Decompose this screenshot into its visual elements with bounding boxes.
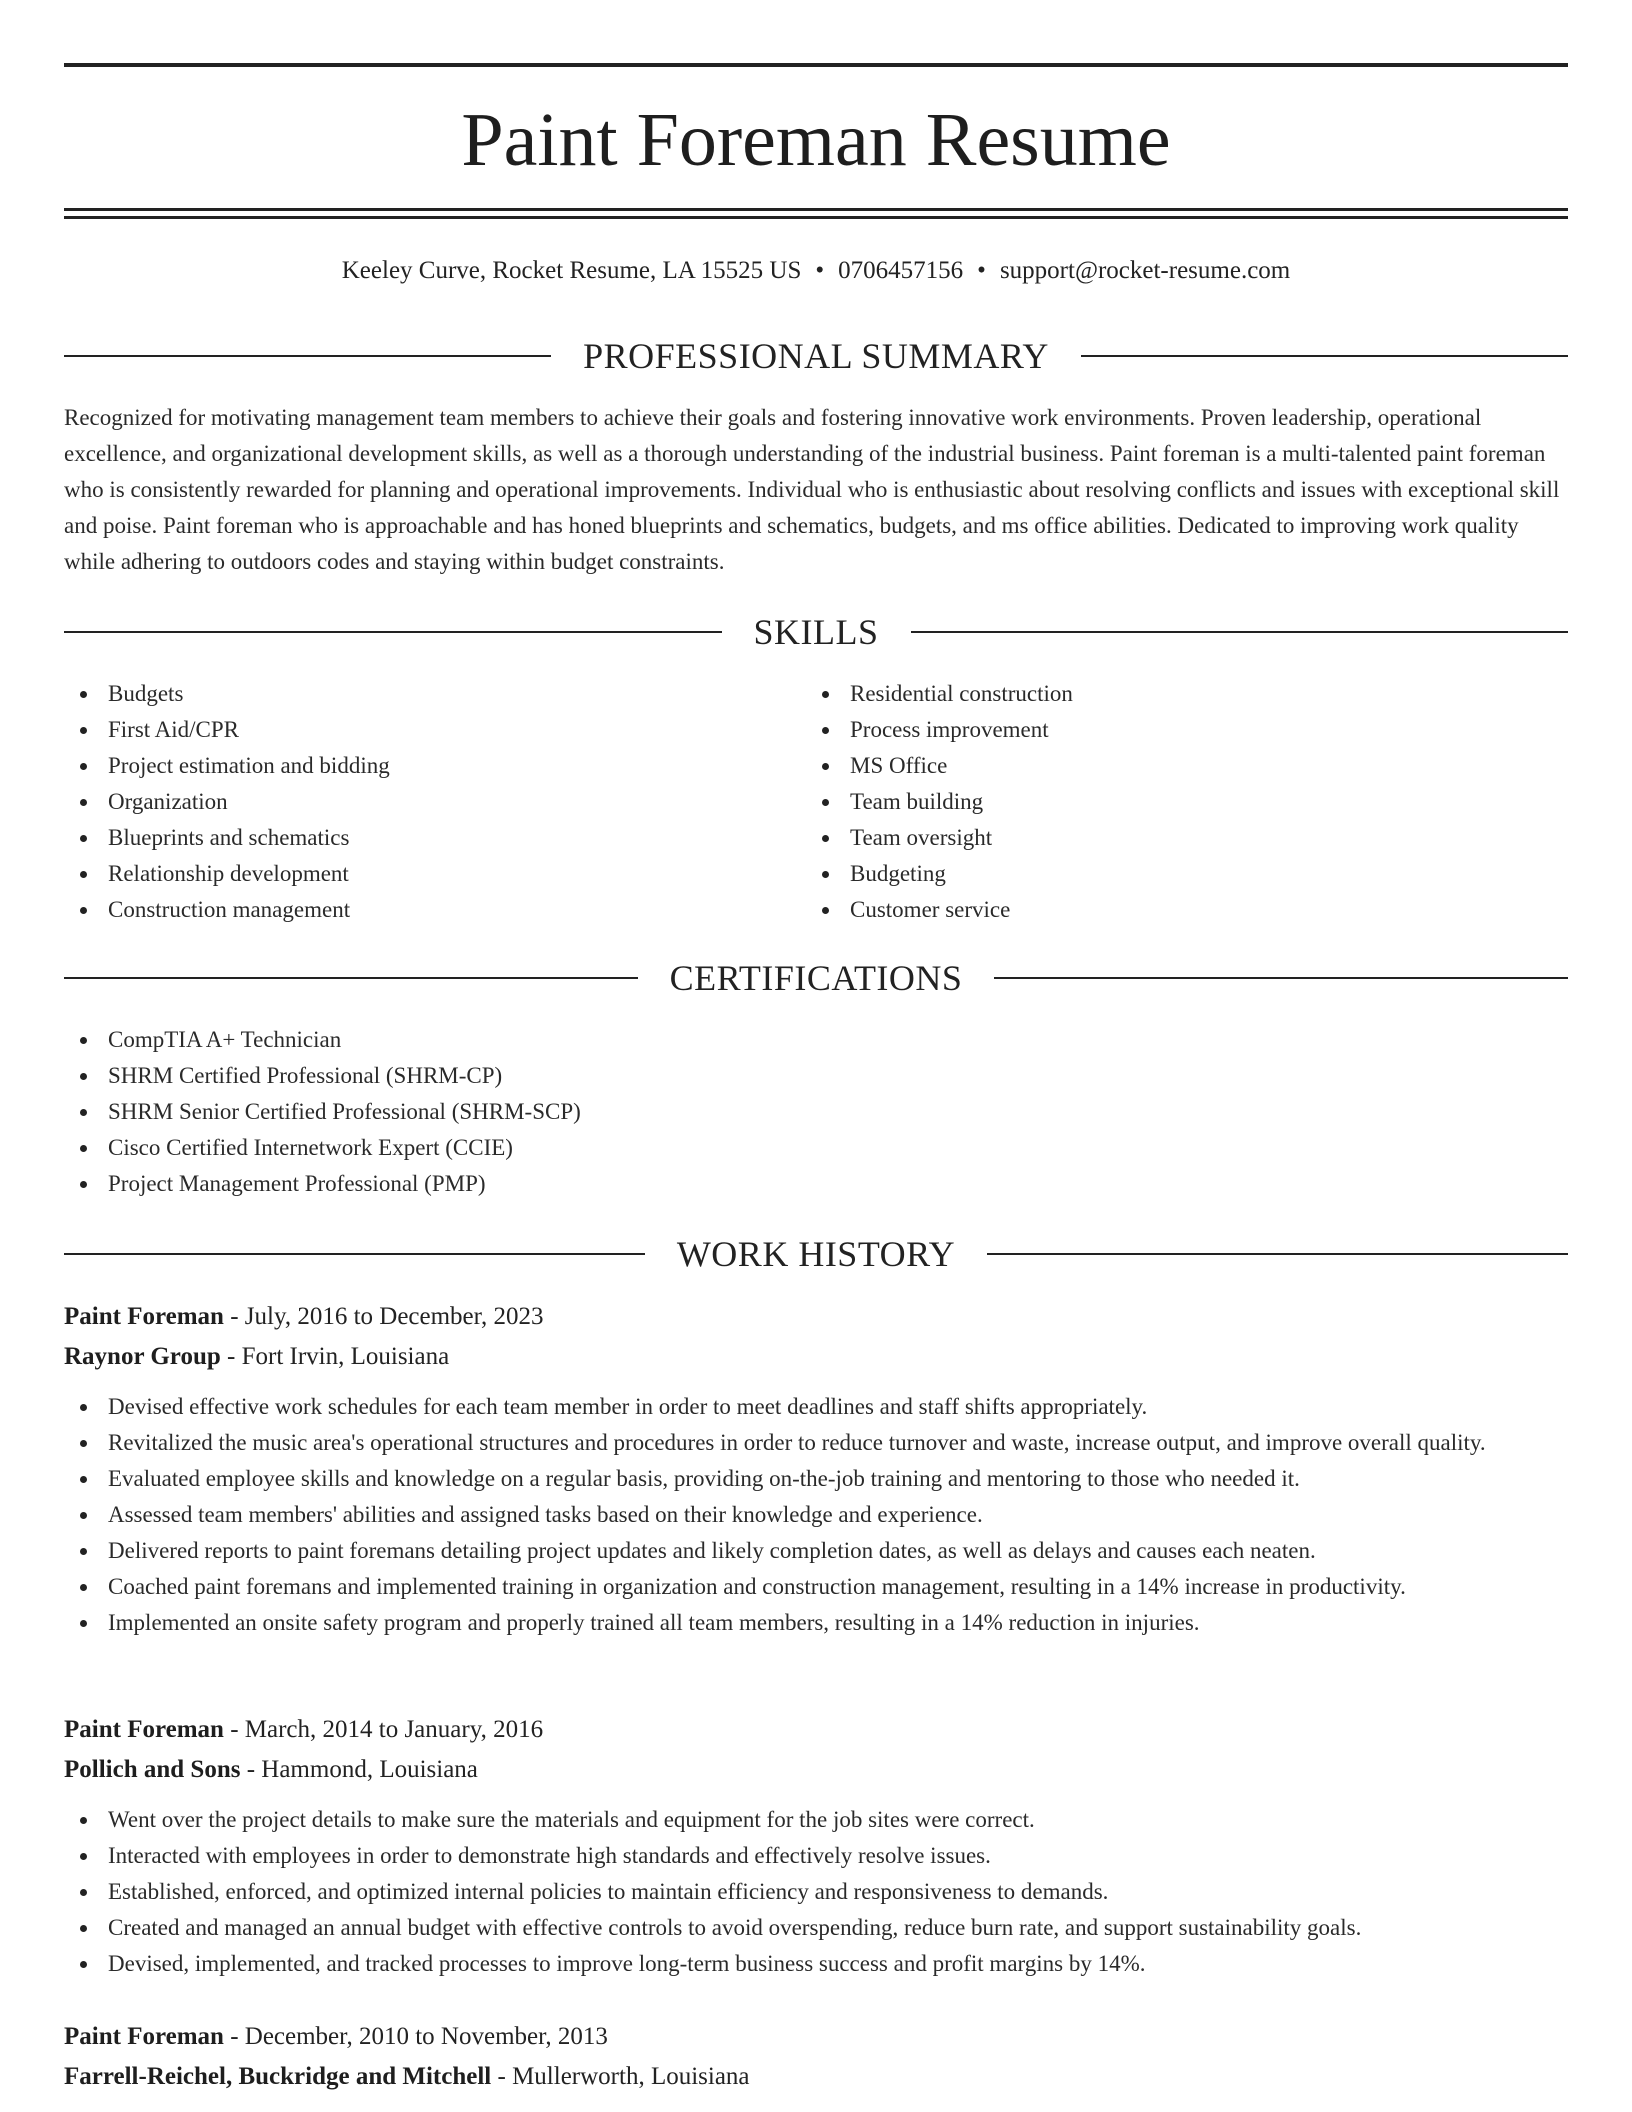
section-heading-summary <box>64 334 1568 378</box>
heading-rule <box>911 631 1569 633</box>
skill-item: Process improvement <box>806 712 1526 748</box>
job-entry <box>64 1710 1568 1982</box>
contact-address: Keeley Curve, Rocket Resume, LA 15525 US <box>341 257 802 284</box>
job-title-line <box>64 1297 1568 1337</box>
skill-item: Budgets <box>64 676 784 712</box>
certification-item: Cisco Certified Internetwork Expert (CCIE) <box>64 1130 1568 1166</box>
section-heading-skills <box>64 610 1568 654</box>
job-dates: - March, 2014 to January, 2016 <box>223 1716 544 1743</box>
job-bullet: Created and managed an annual budget with effective controls to avoid overspending, reduce burn rate, and support sustainability goals. <box>64 1910 1568 1946</box>
heading-rule <box>64 355 551 357</box>
job-bullet: Interacted with employees in order to demonstrate high standards and effectively resolve issues. <box>64 1838 1568 1874</box>
job-bullets <box>64 1389 1568 1641</box>
job-dates: - December, 2010 to November, 2013 <box>223 2023 608 2050</box>
contact-email: support@rocket-resume.com <box>999 257 1291 284</box>
certification-item: Project Management Professional (PMP) <box>64 1166 1568 1202</box>
skills-list-left <box>64 676 784 928</box>
job-bullet: Went over the project details to make sure the materials and equipment for the job sites were correct. <box>64 1802 1568 1838</box>
skill-item: Team building <box>806 784 1526 820</box>
section-heading-work-history <box>64 1232 1568 1276</box>
certifications-list <box>64 1022 1568 1202</box>
job-role: Paint Foreman <box>64 2023 224 2050</box>
title-rule-upper <box>64 208 1568 211</box>
job-location: - Hammond, Louisiana <box>240 1756 478 1783</box>
job-company: Raynor Group <box>64 1343 221 1370</box>
job-company-line <box>64 2057 1568 2097</box>
job-company-line <box>64 1337 1568 1377</box>
job-bullet: Assessed team members' abilities and assigned tasks based on their knowledge and experience. <box>64 1497 1568 1533</box>
job-role: Paint Foreman <box>64 1716 224 1743</box>
title-rule-lower <box>64 216 1568 219</box>
job-entry <box>64 2017 1568 2097</box>
skill-item: Project estimation and bidding <box>64 748 784 784</box>
heading-rule <box>64 631 722 633</box>
job-bullet: Implemented an onsite safety program and properly trained all team members, resulting in a 14% reduction in injuries. <box>64 1605 1568 1641</box>
skill-item: Construction management <box>64 892 784 928</box>
heading-rule <box>1081 355 1568 357</box>
job-bullet: Established, enforced, and optimized internal policies to maintain efficiency and responsiveness to demands. <box>64 1874 1568 1910</box>
contact-line <box>64 254 1568 288</box>
summary-paragraph: Recognized for motivating management team members to achieve their goals and fostering innovative work environments. Proven leadership, operational excellence, and organizational development skills, as well as a thorough understanding of the industrial business. Paint foreman is a multi-talented paint foreman who is consistently rewarded for planning and operational improvements. Individual who is enthusiastic about resolving conflicts and issues with exceptional skill and poise. Paint foreman who is approachable and has honed blueprints and schematics, budgets, and ms office abilities. Dedicated to improving work quality while adhering to outdoors codes and staying within budget constraints. <box>64 405 1560 574</box>
contact-separator: • <box>815 257 825 284</box>
job-bullet: Coached paint foremans and implemented training in organization and construction management, resulting in a 14% increase in productivity. <box>64 1569 1568 1605</box>
heading-rule <box>64 1253 645 1255</box>
job-bullet: Devised, implemented, and tracked processes to improve long-term business success and profit margins by 14%. <box>64 1946 1568 1982</box>
job-location: - Mullerworth, Louisiana <box>491 2063 750 2090</box>
skill-item: MS Office <box>806 748 1526 784</box>
heading-label: WORK HISTORY <box>676 1234 956 1274</box>
skill-item: Residential construction <box>806 676 1526 712</box>
contact-phone: 0706457156 <box>838 257 964 284</box>
job-entry <box>64 1297 1568 1641</box>
job-bullet: Evaluated employee skills and knowledge on a regular basis, providing on-the-job training and mentoring to those who needed it. <box>64 1461 1568 1497</box>
heading-rule <box>987 1253 1568 1255</box>
job-bullets <box>64 1802 1568 1982</box>
job-location: - Fort Irvin, Louisiana <box>220 1343 450 1370</box>
heading-label: PROFESSIONAL SUMMARY <box>583 336 1049 376</box>
skill-item: Relationship development <box>64 856 784 892</box>
job-title-line <box>64 2017 1568 2057</box>
skill-item: Team oversight <box>806 820 1526 856</box>
heading-label: SKILLS <box>753 612 879 652</box>
skill-item: Budgeting <box>806 856 1526 892</box>
heading-label: CERTIFICATIONS <box>669 958 963 998</box>
top-rule <box>64 63 1568 67</box>
certification-item: SHRM Senior Certified Professional (SHRM-SCP) <box>64 1094 1568 1130</box>
job-title-line <box>64 1710 1568 1750</box>
job-bullet: Devised effective work schedules for each team member in order to meet deadlines and staff shifts appropriately. <box>64 1389 1568 1425</box>
skill-item: Customer service <box>806 892 1526 928</box>
certification-item: CompTIA A+ Technician <box>64 1022 1568 1058</box>
skill-item: Organization <box>64 784 784 820</box>
job-company: Farrell-Reichel, Buckridge and Mitchell <box>64 2063 492 2090</box>
job-bullet: Revitalized the music area's operational structures and procedures in order to reduce turnover and waste, increase output, and improve overall quality. <box>64 1425 1568 1461</box>
page-title: Paint Foreman Resume <box>461 98 1171 182</box>
job-company: Pollich and Sons <box>64 1756 241 1783</box>
skill-item: First Aid/CPR <box>64 712 784 748</box>
heading-rule <box>994 977 1568 979</box>
job-company-line <box>64 1750 1568 1790</box>
section-heading-certifications <box>64 956 1568 1000</box>
skills-list-right <box>806 676 1526 928</box>
skill-item: Blueprints and schematics <box>64 820 784 856</box>
job-role: Paint Foreman <box>64 1303 224 1330</box>
job-bullet: Delivered reports to paint foremans detailing project updates and likely completion dates, as well as delays and causes each neaten. <box>64 1533 1568 1569</box>
contact-separator: • <box>977 257 986 284</box>
certification-item: SHRM Certified Professional (SHRM-CP) <box>64 1058 1568 1094</box>
heading-rule <box>64 977 638 979</box>
job-dates: - July, 2016 to December, 2023 <box>223 1303 544 1330</box>
